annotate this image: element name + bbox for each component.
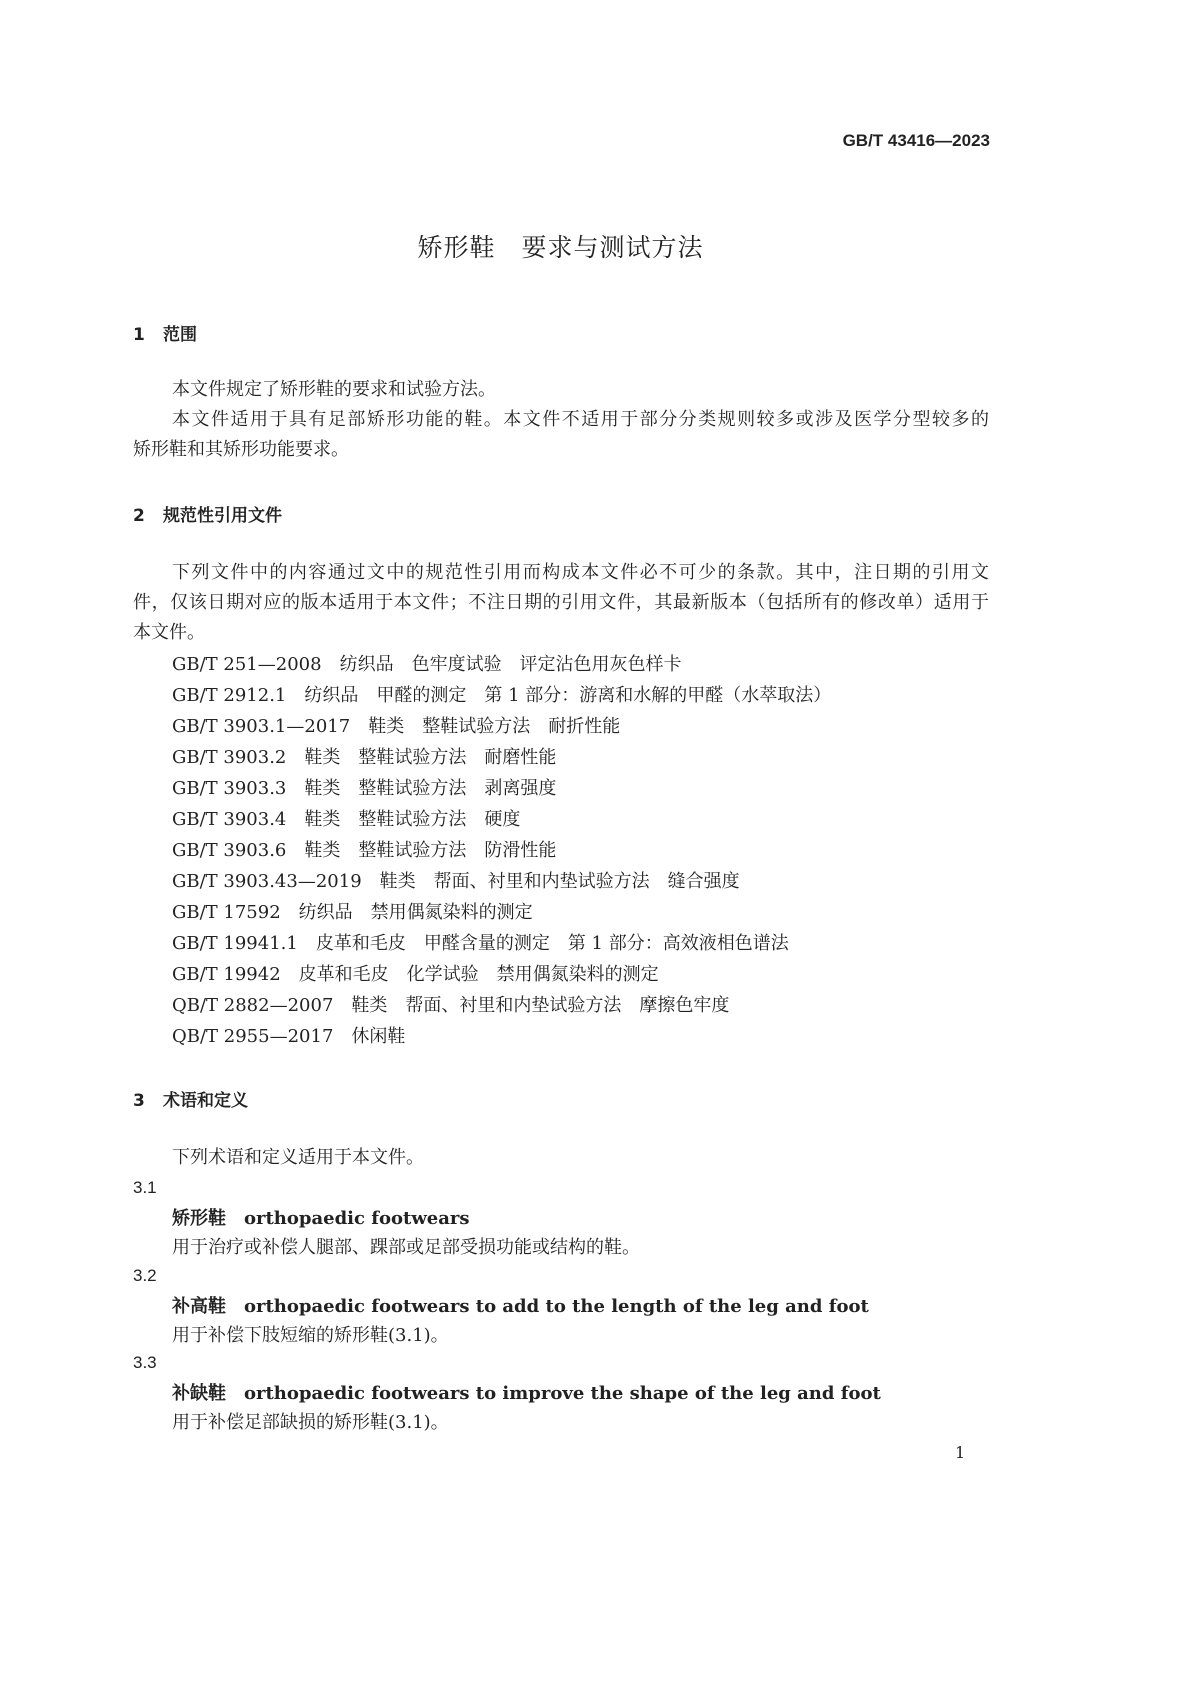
term-definition: 用于治疗或补偿人腿部、踝部或足部受损功能或结构的鞋。 bbox=[172, 1237, 640, 1258]
reference-item: GB/T 3903.3 鞋类 整鞋试验方法 剥离强度 bbox=[172, 778, 557, 799]
reference-item: GB/T 3903.1—2017 鞋类 整鞋试验方法 耐折性能 bbox=[172, 716, 621, 737]
paragraph-line: 矫形鞋和其矫形功能要求。 bbox=[133, 439, 349, 460]
reference-item: QB/T 2882—2007 鞋类 帮面、衬里和内垫试验方法 摩擦色牢度 bbox=[172, 995, 730, 1016]
term-number: 3.3 bbox=[133, 1353, 157, 1372]
section-title: 术语和定义 bbox=[163, 1091, 248, 1111]
reference-item: GB/T 17592 纺织品 禁用偶氮染料的测定 bbox=[172, 902, 533, 923]
reference-item: GB/T 251—2008 纺织品 色牢度试验 评定沾色用灰色样卡 bbox=[172, 654, 682, 675]
page-number: 1 bbox=[955, 1443, 966, 1462]
paragraph-line: 本文件。 bbox=[133, 622, 205, 643]
term-definition: 用于补偿足部缺损的矫形鞋(3.1)。 bbox=[172, 1412, 449, 1433]
term-name: 补缺鞋 orthopaedic footwears to improve the shape of the leg and foot bbox=[172, 1383, 881, 1404]
section-title: 规范性引用文件 bbox=[163, 506, 282, 526]
paragraph-line: 本文件规定了矫形鞋的要求和试验方法。 bbox=[172, 379, 496, 400]
term-name: 矫形鞋 orthopaedic footwears bbox=[172, 1208, 470, 1229]
paragraph-line: 本文件适用于具有足部矫形功能的鞋。本文件不适用于部分分类规则较多或涉及医学分型较多的 bbox=[172, 409, 989, 430]
reference-item: GB/T 3903.43—2019 鞋类 帮面、衬里和内垫试验方法 缝合强度 bbox=[172, 871, 740, 892]
standard-number: GB/T 43416—2023 bbox=[842, 131, 990, 150]
paragraph-line: 下列文件中的内容通过文中的规范性引用而构成本文件必不可少的条款。其中，注日期的引用文 bbox=[172, 562, 989, 583]
reference-item: GB/T 3903.4 鞋类 整鞋试验方法 硬度 bbox=[172, 809, 521, 830]
reference-item: QB/T 2955—2017 休闲鞋 bbox=[172, 1026, 406, 1047]
term-number: 3.2 bbox=[133, 1265, 157, 1285]
reference-item: GB/T 2912.1 纺织品 甲醛的测定 第 1 部分：游离和水解的甲醛（水萃取法） bbox=[172, 685, 832, 706]
term-number: 3.1 bbox=[133, 1178, 157, 1197]
reference-item: GB/T 19941.1 皮革和毛皮 甲醛含量的测定 第 1 部分：高效液相色谱法 bbox=[172, 933, 789, 954]
reference-item: GB/T 3903.6 鞋类 整鞋试验方法 防滑性能 bbox=[172, 840, 557, 861]
terms-intro: 下列术语和定义适用于本文件。 bbox=[172, 1147, 424, 1168]
section-1-heading bbox=[133, 320, 197, 345]
term-name: 补高鞋 orthopaedic footwears to add to the length of the leg and foot bbox=[172, 1295, 869, 1317]
section-number: 1 bbox=[133, 325, 145, 345]
section-number: 3 bbox=[133, 1091, 145, 1111]
section-title: 范围 bbox=[163, 325, 197, 345]
reference-item: GB/T 19942 皮革和毛皮 化学试验 禁用偶氮染料的测定 bbox=[172, 964, 659, 985]
section-number: 2 bbox=[133, 506, 145, 526]
document-title: 矫形鞋 要求与测试方法 bbox=[417, 233, 704, 262]
term-definition: 用于补偿下肢短缩的矫形鞋(3.1)。 bbox=[172, 1324, 449, 1346]
section-2-heading bbox=[133, 501, 282, 526]
section-3-heading bbox=[133, 1086, 248, 1111]
paragraph-line: 件，仅该日期对应的版本适用于本文件；不注日期的引用文件，其最新版本（包括所有的修改单）适用于 bbox=[133, 592, 989, 613]
reference-item: GB/T 3903.2 鞋类 整鞋试验方法 耐磨性能 bbox=[172, 747, 557, 768]
